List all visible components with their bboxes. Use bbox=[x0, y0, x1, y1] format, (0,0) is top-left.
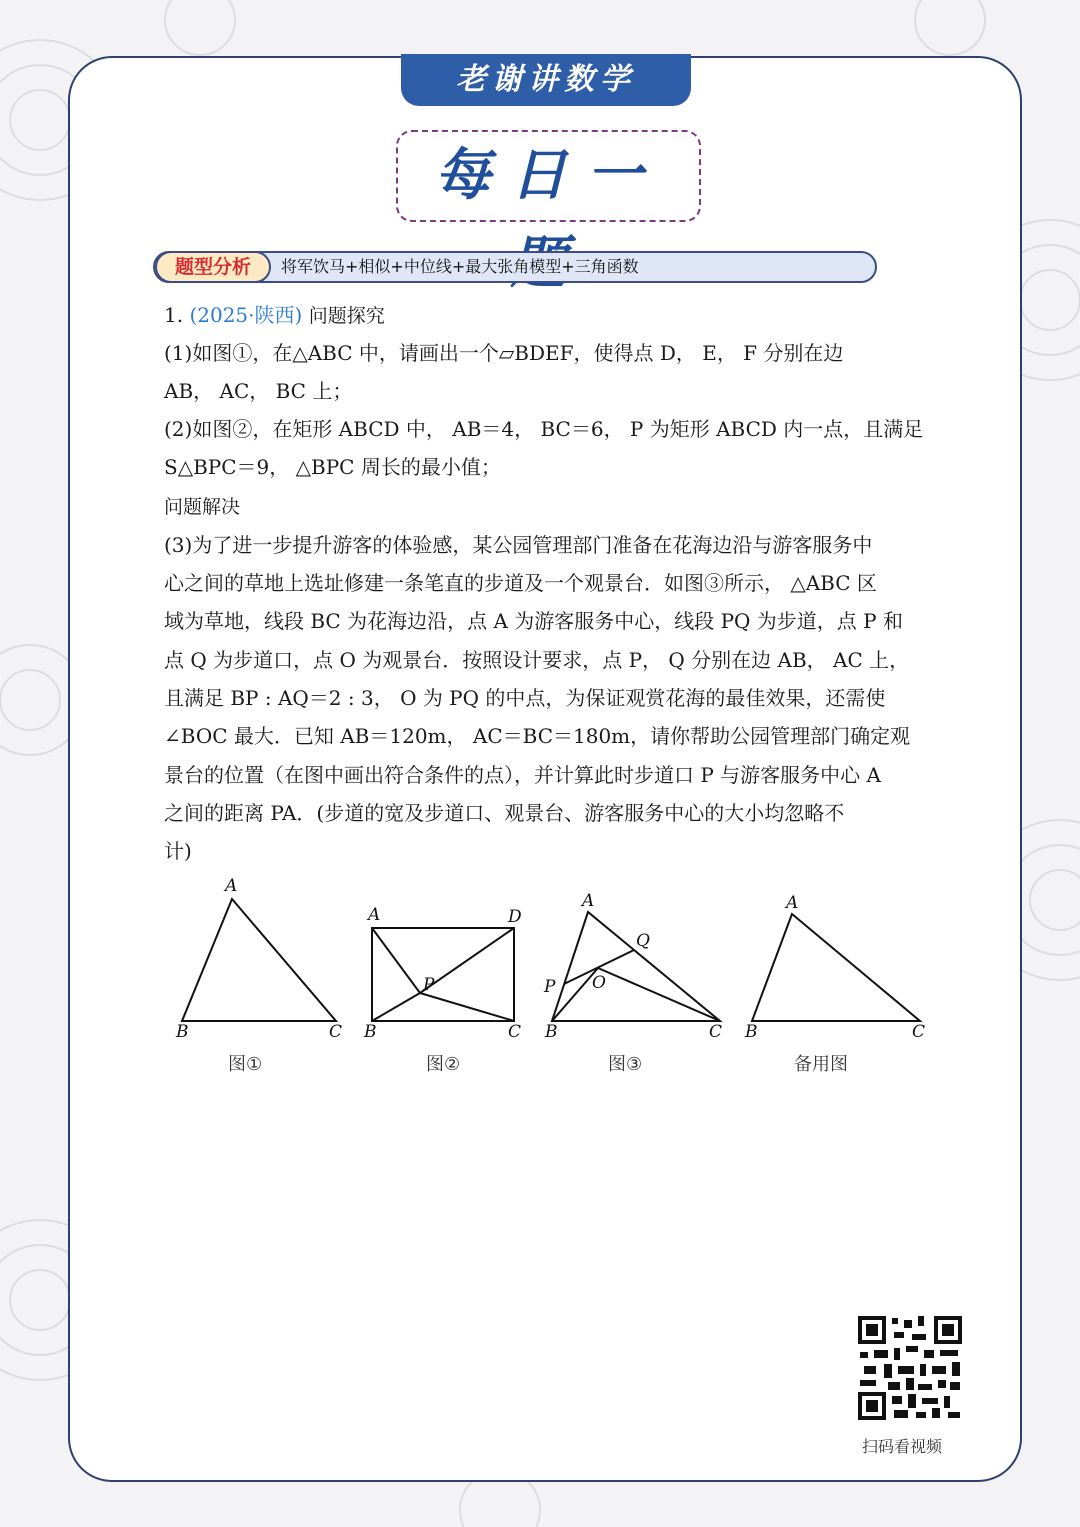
problem-line: 点 Q 为步道口，点 O 为观景台．按照设计要求，点 P， Q 分别在边 AB， AC 上， bbox=[164, 648, 910, 672]
problem-number: 1. bbox=[164, 303, 184, 327]
triangle-abc bbox=[552, 912, 720, 1021]
figure-2-caption: 图② bbox=[426, 1054, 461, 1075]
problem-line: 域为草地，线段 BC 为花海边沿，点 A 为游客服务中心，线段 PQ 为步道，点 P 和 bbox=[164, 609, 903, 633]
figure-3-caption: 图③ bbox=[608, 1054, 643, 1075]
brand-tab: 老谢讲数学 bbox=[401, 54, 691, 106]
segment-co bbox=[598, 968, 720, 1021]
problem-line: 且满足 BP : AQ＝2 : 3， O 为 PQ 的中点，为保证观赏花海的最佳效果，还需使 bbox=[164, 686, 886, 710]
label-C: C bbox=[709, 1022, 723, 1042]
page-title: 每日一 bbox=[396, 130, 701, 222]
label-B: B bbox=[176, 1022, 189, 1042]
label-B: B bbox=[745, 1022, 758, 1042]
label-Q: Q bbox=[636, 931, 650, 951]
label-P: P bbox=[423, 975, 435, 995]
problem-line: (3)为了进一步提升游客的体验感，某公园管理部门准备在花海边沿与游客服务中 bbox=[164, 533, 873, 557]
analysis-text: 将军饮马+相似+中位线+最大张角模型+三角函数 bbox=[281, 257, 639, 276]
problem-line: 计) bbox=[164, 839, 192, 863]
problem-line: (2)如图②，在矩形 ABCD 中， AB＝4， BC＝6， P 为矩形 ABCD 内一点，且满足 bbox=[164, 417, 924, 441]
label-A: A bbox=[786, 893, 799, 913]
problem-line: 景台的位置（在图中画出符合条件的点），并计算此时步道口 P 与游客服务中心 A bbox=[164, 763, 881, 787]
figure-2 bbox=[362, 900, 532, 1049]
problem-line: ∠BOC 最大．已知 AB＝120m， AC＝BC＝180m，请你帮助公园管理部门确定观 bbox=[164, 724, 911, 748]
label-P: P bbox=[544, 977, 556, 997]
problem-line: AB， AC， BC 上； bbox=[164, 379, 353, 403]
label-A: A bbox=[225, 876, 238, 896]
label-C: C bbox=[912, 1022, 926, 1042]
qr-caption: 扫码看视频 bbox=[862, 1437, 943, 1456]
segment-cp bbox=[420, 993, 514, 1021]
label-A: A bbox=[368, 905, 381, 925]
label-B: B bbox=[545, 1022, 558, 1042]
problem-line: 之间的距离 PA．(步道的宽及步道口、观景台、游客服务中心的大小均忽略不 bbox=[164, 801, 845, 825]
qr-code[interactable] bbox=[858, 1316, 962, 1420]
label-C: C bbox=[329, 1022, 343, 1042]
figure-spare-caption: 备用图 bbox=[794, 1054, 848, 1075]
label-D: D bbox=[508, 907, 522, 927]
label-O: O bbox=[592, 973, 606, 993]
figure-3 bbox=[540, 890, 730, 1049]
figure-spare bbox=[742, 890, 932, 1049]
label-A: A bbox=[582, 891, 595, 911]
segment-bp bbox=[372, 993, 420, 1021]
problem-line: (1)如图①，在△ABC 中，请画出一个▱BDEF，使得点 D， E， F 分别在边 bbox=[164, 341, 844, 365]
figure-1-caption: 图① bbox=[228, 1054, 263, 1075]
triangle-abc bbox=[182, 899, 336, 1021]
heading-explore: 问题探究 bbox=[308, 305, 385, 327]
segment-ap bbox=[372, 928, 420, 993]
heading-solve: 问题解决 bbox=[164, 496, 241, 518]
label-C: C bbox=[508, 1022, 522, 1042]
problem-header bbox=[164, 302, 954, 329]
problem-source: (2025·陕西) bbox=[189, 303, 303, 327]
analysis-label: 题型分析 bbox=[155, 251, 271, 283]
problem-line: S△BPC＝9， △BPC 周长的最小值； bbox=[164, 455, 501, 479]
label-B: B bbox=[364, 1022, 377, 1042]
figure-1 bbox=[168, 872, 348, 1051]
problem-line: 心之间的草地上选址修建一条笔直的步道及一个观景台．如图③所示， △ABC 区 bbox=[164, 571, 877, 595]
analysis-bar bbox=[153, 251, 877, 283]
triangle-abc bbox=[752, 914, 920, 1021]
